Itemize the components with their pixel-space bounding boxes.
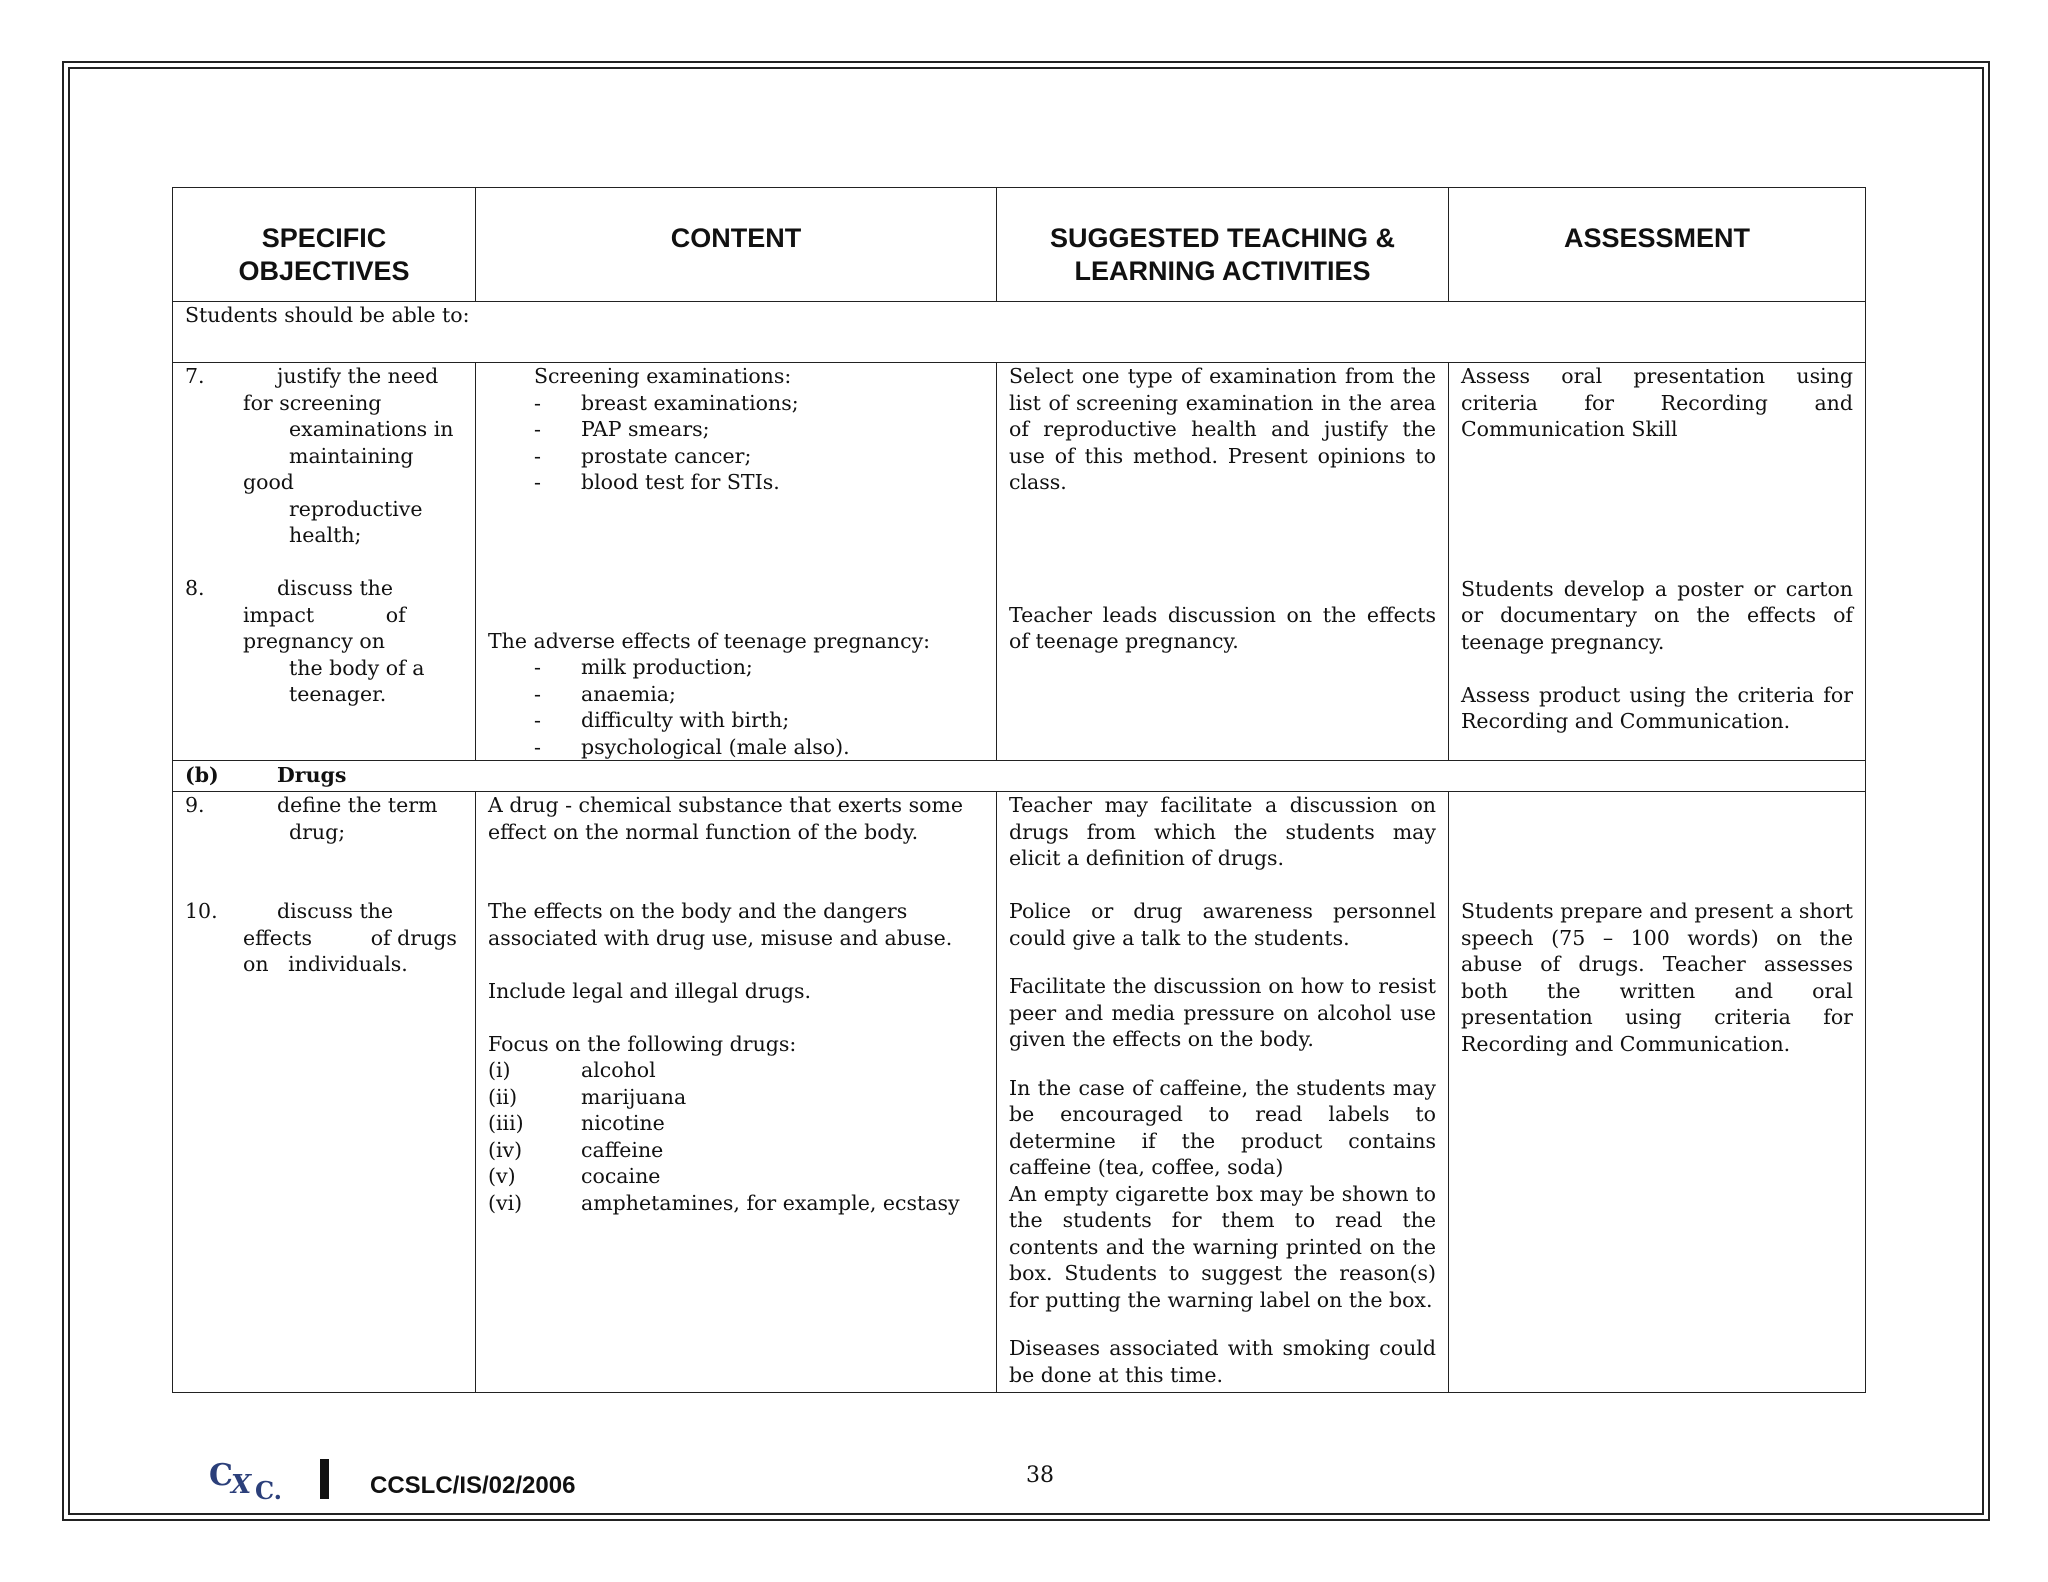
spacer	[1461, 792, 1853, 898]
header-row	[173, 188, 1866, 302]
spacer	[488, 496, 984, 628]
objective-line: the body of a	[289, 655, 425, 680]
objective-number: 9.	[185, 793, 205, 817]
drug-list	[488, 1057, 984, 1216]
spacer	[1009, 1313, 1436, 1335]
dash-bullet: -	[534, 417, 541, 441]
curriculum-table	[172, 187, 1866, 1393]
header-activities-text: SUGGESTED TEACHING & LEARNING ACTIVITIES	[1049, 223, 1396, 286]
list-item	[488, 1137, 984, 1164]
dash-bullet: -	[534, 708, 541, 732]
objective-line: examinations in	[289, 417, 454, 441]
list-item-text: cocaine	[581, 1164, 661, 1188]
objective-line: teenager.	[289, 682, 387, 706]
objective-line: maintaining	[289, 443, 414, 468]
objective-line: on individuals.	[243, 952, 408, 976]
objective-line: health;	[289, 523, 362, 547]
activities-cell	[997, 792, 1449, 1393]
list-item-text: prostate cancer;	[581, 443, 752, 468]
objective-7	[185, 363, 463, 390]
list-item	[488, 1057, 984, 1084]
objective-line: discuss the	[277, 899, 394, 923]
assessment-text: Assess product using the criteria for Recording and Communication.	[1461, 682, 1853, 733]
list-item-text: marijuana	[581, 1084, 687, 1109]
list-item-text: amphetamines, for example, ecstasy	[581, 1190, 960, 1215]
activity-text: Facilitate the discussion on how to resist peer and media pressure on alcohol use given the effects on the body.	[1009, 974, 1436, 1051]
spacer	[1009, 872, 1436, 899]
list-item	[488, 1084, 984, 1111]
list-item-text: difficulty with birth;	[581, 708, 790, 732]
list-item	[534, 390, 984, 417]
header-objectives	[173, 188, 476, 302]
objective-line: justify the need	[277, 364, 439, 388]
objective-number: 7.	[185, 364, 205, 388]
list-item-text: blood test for STIs.	[581, 470, 780, 494]
objective-number: 8.	[185, 576, 205, 600]
activity-text: Teacher may facilitate a discussion on drugs from which the students may elicit a definition of drugs.	[1009, 793, 1436, 870]
activity-text: In the case of caffeine, the students may be encouraged to read labels to determine if the product contains caffeine (tea, coffee, soda)	[1009, 1075, 1436, 1179]
content-text: A drug - chemical substance that exerts some effect on the normal function of the body.	[488, 793, 964, 844]
list-item-text: milk production;	[581, 655, 753, 679]
spacer	[185, 549, 463, 576]
list-item-text: alcohol	[581, 1058, 656, 1082]
assessment-text: Assess oral presentation using criteria for Recording and Communication Skill	[1461, 364, 1853, 441]
assessment-text: Students develop a poster or carton or documentary on the effects of teenage pregnancy.	[1461, 576, 1853, 654]
section-title: Drugs	[277, 763, 347, 787]
spacer	[1009, 951, 1436, 973]
roman-numeral: (iii)	[488, 1111, 524, 1135]
roman-numeral: (iv)	[488, 1137, 523, 1162]
list-item-text: nicotine	[581, 1111, 665, 1135]
logo-letter-c2: C.	[255, 1476, 283, 1503]
spacer	[488, 1004, 984, 1031]
page-footer	[0, 1455, 2048, 1515]
page-number: 38	[1026, 1463, 1054, 1488]
content-cell	[476, 363, 997, 761]
content-text: The effects on the body and the dangers associated with drug use, misuse and abuse.	[488, 899, 953, 950]
activity-text: Select one type of examination from the list of screening examination in the area of reproductive health and justify the use of this method. Present opinions to class.	[1009, 364, 1436, 494]
roman-numeral: (i)	[488, 1058, 511, 1082]
roman-numeral: (ii)	[488, 1084, 518, 1109]
activity-text: Police or drug awareness personnel could give a talk to the students.	[1009, 899, 1436, 950]
spacer	[1009, 1053, 1436, 1075]
pregnancy-effects-list	[488, 654, 984, 760]
objective-number: 10.	[185, 899, 218, 923]
objective-10	[185, 898, 463, 925]
header-assessment: ASSESSMENT	[1449, 188, 1866, 302]
table-row	[173, 363, 1866, 761]
activity-text: Teacher leads discussion on the effects of teenage pregnancy.	[1009, 602, 1436, 653]
list-title: The adverse effects of teenage pregnancy:	[488, 628, 931, 653]
spacer	[1461, 443, 1853, 576]
list-item-text: breast examinations;	[581, 390, 799, 415]
roman-numeral: (vi)	[488, 1190, 523, 1215]
dash-bullet: -	[534, 443, 541, 468]
assessment-cell	[1449, 792, 1866, 1393]
content-text: Focus on the following drugs:	[488, 1031, 797, 1056]
objective-line: define the term	[277, 793, 438, 817]
list-item-text: PAP smears;	[581, 417, 710, 441]
footer-divider	[320, 1459, 329, 1499]
list-item-text: psychological (male also).	[581, 734, 850, 759]
dash-bullet: -	[534, 655, 541, 679]
list-item	[534, 469, 984, 496]
logo-letter-x: X	[231, 1470, 252, 1500]
dash-bullet: -	[534, 734, 541, 759]
header-content: CONTENT	[476, 188, 997, 302]
dash-bullet: -	[534, 470, 541, 494]
objective-8	[185, 575, 463, 602]
section-heading	[173, 761, 1866, 792]
activity-text: Diseases associated with smoking could be done at this time.	[1009, 1336, 1436, 1387]
spacer	[1009, 496, 1436, 602]
content-cell	[476, 792, 997, 1393]
list-item	[488, 1190, 984, 1217]
list-item	[534, 654, 984, 681]
section-heading-inner	[185, 761, 1853, 789]
assessment-text: Students prepare and present a short speech (75 – 100 words) on the abuse of drugs. Teacher assesses both the written and oral presentation using criteria for Recording and Communication.	[1461, 899, 1853, 1056]
list-title: Screening examinations:	[534, 364, 792, 388]
intro-text: Students should be able to:	[173, 302, 1866, 363]
list-item-text: caffeine	[581, 1137, 664, 1162]
roman-numeral: (v)	[488, 1164, 516, 1188]
list-item	[534, 443, 984, 470]
cxc-logo	[207, 1455, 285, 1503]
objective-line: effects of drugs	[243, 925, 457, 950]
section-label: (b)	[185, 763, 219, 787]
assessment-cell	[1449, 363, 1866, 761]
spacer	[488, 845, 984, 898]
spacer	[488, 951, 984, 978]
list-item	[488, 1163, 984, 1190]
list-item	[534, 707, 984, 734]
header-activities	[997, 188, 1449, 302]
document-code: CCSLC/IS/02/2006	[370, 1472, 576, 1499]
activities-cell	[997, 363, 1449, 761]
list-item-text: anaemia;	[581, 681, 676, 706]
spacer	[1461, 655, 1853, 682]
header-objectives-text: SPECIFIC OBJECTIVES	[238, 223, 410, 286]
table-row	[173, 792, 1866, 1393]
section-row	[173, 761, 1866, 792]
objective-line: discuss the	[277, 576, 394, 600]
spacer	[185, 845, 463, 898]
objective-9	[185, 792, 463, 819]
activity-text: An empty cigarette box may be shown to the students for them to read the contents and the warning printed on the box. Students to suggest the reason(s) for putting the warning label on the box.	[1009, 1181, 1436, 1312]
objective-line: drug;	[289, 819, 346, 844]
dash-bullet: -	[534, 681, 541, 706]
list-item	[534, 681, 984, 708]
objective-line: reproductive	[289, 496, 423, 521]
dash-bullet: -	[534, 390, 541, 415]
objective-line: impact of	[243, 602, 406, 627]
objective-line: for screening	[243, 390, 382, 415]
logo-letter-c: C	[209, 1458, 233, 1493]
objective-line: good	[243, 470, 294, 494]
objectives-cell	[173, 363, 476, 761]
list-item	[534, 734, 984, 761]
objectives-cell	[173, 792, 476, 1393]
list-item	[488, 1110, 984, 1137]
screening-list	[488, 363, 984, 496]
intro-row	[173, 302, 1866, 363]
content-text: Include legal and illegal drugs.	[488, 978, 811, 1003]
objective-line: pregnancy on	[243, 629, 385, 653]
list-item	[534, 416, 984, 443]
